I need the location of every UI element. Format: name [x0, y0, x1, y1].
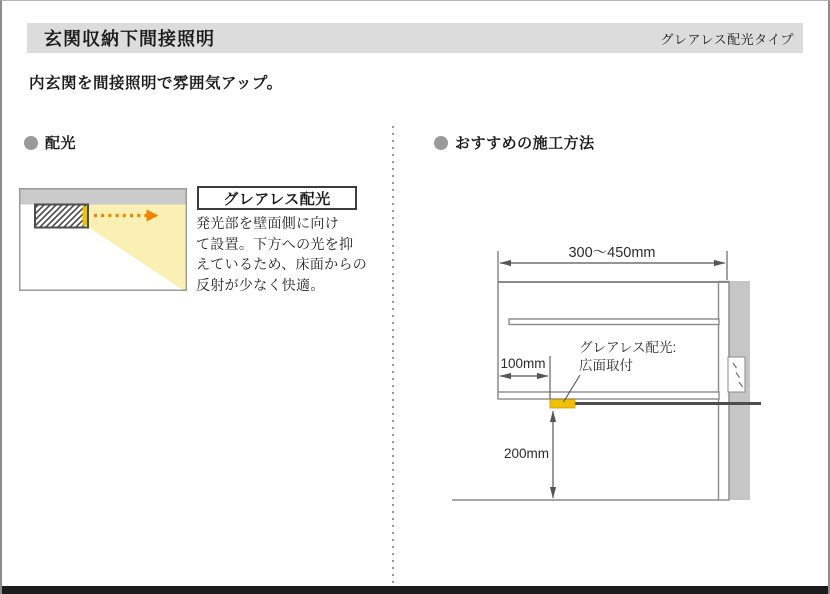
- fixture-label-line1: グレアレス配光:: [579, 340, 677, 355]
- wall-break-symbol: [728, 357, 745, 392]
- dimension-height-label: 200mm: [503, 446, 549, 461]
- section-heading-label: 配光: [45, 135, 77, 152]
- dimension-height: [504, 411, 553, 498]
- footer-bar: [0, 586, 830, 594]
- section-heading-label: おすすめの施工方法: [455, 135, 595, 152]
- installation-drawing: [422, 236, 792, 511]
- cabinet-back-panel: [719, 282, 730, 501]
- cabinet-bottom-board: [498, 392, 719, 399]
- section-divider: [392, 126, 394, 583]
- light-emitting-strip: [83, 207, 88, 226]
- description-line: 反射が少なく快適。: [196, 276, 325, 293]
- cabinet-shelf: [509, 319, 719, 325]
- fixture-cross-section: [35, 205, 88, 228]
- fixture-label-line2: 広面取付: [579, 358, 633, 373]
- light-distribution-diagram: [19, 188, 187, 291]
- bullet-icon: [434, 136, 448, 150]
- type-label: グレアレス配光タイプ: [660, 31, 794, 47]
- dimension-offset-label: 100mm: [500, 356, 546, 371]
- page-title: 玄関収納下間接照明: [44, 29, 215, 49]
- bullet-icon: [24, 136, 38, 150]
- glareless-label: グレアレス配光: [223, 190, 331, 208]
- dimension-depth: [500, 245, 727, 280]
- description-line: えているため、床面からの: [196, 256, 368, 272]
- glareless-fixture: [550, 400, 575, 409]
- counter-edge-line: [575, 402, 761, 405]
- ceiling-band: [21, 190, 186, 205]
- header-band: [27, 23, 803, 53]
- glareless-label-box: [197, 186, 357, 210]
- description-line: て設置。下方への光を抑: [196, 235, 354, 252]
- description-paragraph: [196, 213, 381, 295]
- dimension-depth-label: 300〜450mm: [568, 245, 656, 261]
- section-heading-installation: [434, 132, 595, 153]
- description-line: 発光部を壁面側に向け: [196, 215, 339, 231]
- section-heading-distribution: [24, 132, 76, 153]
- subtitle: 内玄関を間接照明で雰囲気アップ。: [29, 75, 283, 92]
